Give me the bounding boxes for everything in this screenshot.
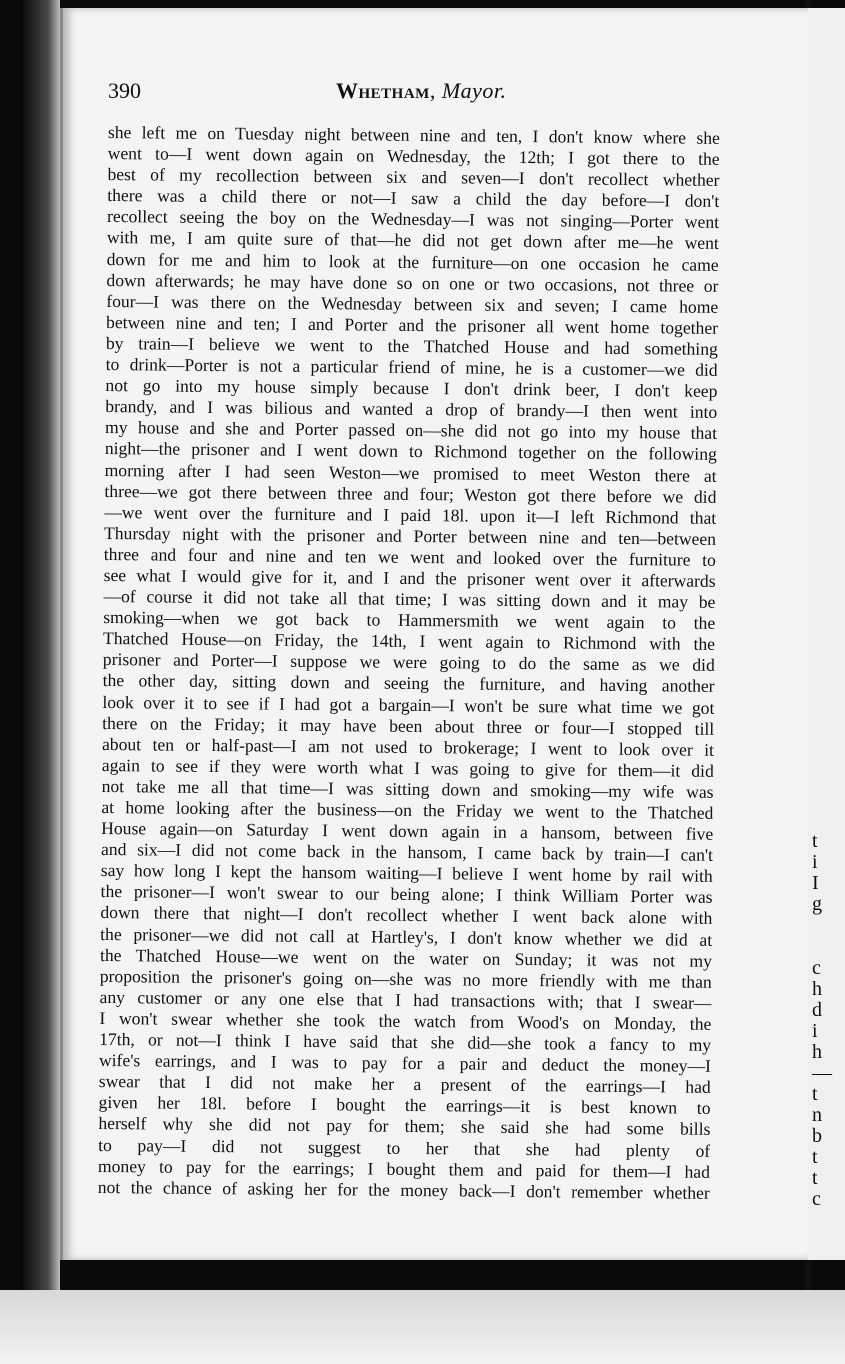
facing-page-fragment: g (812, 893, 822, 915)
text-line: at home looking after the business—on the Friday we went to the Thatched (101, 796, 714, 823)
text-line: look over it to see if I had got a bargain—I won't be sure what time we got (102, 691, 715, 718)
text-line: down for me and him to look at the furniture—on one occasion he came (106, 248, 719, 275)
page-number: 390 (108, 78, 141, 103)
facing-page-fragment: n (812, 1104, 822, 1126)
running-head-name: Whetham (336, 78, 430, 103)
text-line: House again—on Saturday I went down again in a hansom, between five (101, 818, 714, 844)
running-head-separator: , (429, 78, 442, 103)
background-surface (0, 1290, 845, 1364)
text-line: best of my recollection between six and seven—I don't recollect whether (107, 164, 720, 191)
book-binding (20, 0, 60, 1300)
facing-page-fragment: — (812, 1062, 832, 1084)
facing-page-edge (808, 8, 845, 1260)
text-line: given her 18l. before I bought the earrings—it is best known to (98, 1092, 711, 1119)
text-line: 17th, or not—I think I have said that she did—she took a fancy to my (99, 1028, 712, 1055)
text-line: down there that night—I don't recollect whether I went back alone with (100, 902, 713, 929)
text-line: my house and she and Porter passed on—she did not go into my house that (104, 417, 718, 444)
text-line: by train—I believe we went to the Thatched House and had something (105, 332, 718, 359)
text-line: Thatched House—on Friday, the 14th, I went again to Richmond with the (102, 628, 716, 655)
text-line: prisoner and Porter—I suppose we were going to do the same as we did (102, 649, 715, 676)
facing-page-fragment: t (812, 1083, 818, 1105)
text-line: the Thatched House—we went on the water on Sunday; it was not my (99, 944, 713, 971)
text-line: to pay—I did not suggest to her that she had plenty of (98, 1134, 711, 1161)
text-line: the prisoner—I won't swear to our being alone; I think William Porter was (100, 881, 713, 908)
text-line: money to pay for the earrings; I bought them and paid for them—I had (97, 1155, 711, 1182)
text-line: proposition the prisoner's going on—she was no more friendly with me than (99, 965, 712, 992)
facing-page-fragment: c (812, 1188, 821, 1210)
running-head (336, 78, 507, 104)
page-header (108, 78, 708, 108)
text-line: there on the Friday; it may have been about three or four—I stopped till (102, 712, 715, 739)
running-head-title: Mayor. (441, 78, 507, 103)
text-line: say how long I kept the hansom waiting—I believe I went home by rail with (100, 860, 713, 887)
text-line: three—we got there between three and four; Weston got there before we did (104, 480, 717, 507)
text-line: wife's earrings, and I was to pay for a pair and deduct the money—I (98, 1050, 712, 1076)
facing-page-fragment: i (812, 851, 818, 873)
text-line: not take me all that time—I was sitting down and smoking—my wife was (101, 775, 714, 802)
text-line: any customer or any one else that I had transactions with; that I swear— (99, 986, 712, 1013)
text-line: went to—I went down again on Wednesday, the 12th; I got there to the (107, 143, 720, 169)
facing-page-fragment: t (812, 1146, 818, 1168)
facing-page-fragment: t (812, 1167, 818, 1189)
text-line: Thursday night with the prisoner and Porter between nine and ten—between (103, 522, 717, 549)
facing-page-fragment: I (812, 872, 819, 894)
facing-page-fragment: b (812, 1125, 822, 1147)
text-line: between nine and ten; I and Porter and the prisoner all went home together (105, 311, 719, 338)
text-line: down afterwards; he may have done so on one or two occasions, not three or (106, 269, 719, 296)
text-line: not the chance of asking her for the money back—I don't remember whether (97, 1176, 710, 1203)
text-line: about ten or half-past—I am not used to brokerage; I went to look over it (101, 733, 715, 760)
text-line: there was a child there or not—I saw a child the day before—I don't (107, 185, 720, 212)
body-text (98, 122, 720, 1204)
text-line: see what I would give for it, and I and the prisoner went over it afterwards (103, 564, 716, 591)
text-line: I won't swear whether she took the watch from Wood's on Monday, the (99, 1007, 712, 1034)
text-line: not go into my house simply because I don't drink beer, I don't keep (105, 375, 718, 401)
facing-page-fragment: c (812, 957, 821, 979)
text-line: brandy, and I was bilious and wanted a drop of brandy—I then went into (105, 396, 718, 423)
facing-page-fragment: d (812, 999, 822, 1021)
text-line: three and four and nine and ten we went and looked over the furniture to (103, 543, 716, 570)
text-line: again to see if they were worth what I was going to give for them—it did (101, 754, 714, 781)
text-line: —we went over the furniture and I paid 18l. upon it—I left Richmond that (104, 501, 717, 528)
text-line: recollect seeing the boy on the Wednesday—I was not singing—Porter went (106, 206, 720, 233)
facing-page-fragment: i (812, 1020, 818, 1042)
facing-page-fragment: h (812, 978, 822, 1000)
text-line: the other day, sitting down and seeing the furniture, and having another (102, 670, 715, 697)
text-line: swear that I did not make her a present of the earrings—I had (98, 1071, 711, 1098)
text-line: smoking—when we got back to Hammersmith we went again to the (103, 607, 716, 634)
text-line: —of course it did not take all that time; I was sitting down and it may be (103, 586, 716, 612)
text-line: she left me on Tuesday night between nine and ten, I don't know where she (107, 122, 720, 148)
facing-page-fragment: t (812, 830, 818, 852)
facing-page-fragment: h (812, 1041, 822, 1063)
text-line: with me, I am quite sure of that—he did not get down after me—he went (106, 227, 719, 254)
text-line: morning after I had seen Weston—we promised to meet Weston there at (104, 459, 717, 486)
text-line: to drink—Porter is not a particular friend of mine, he is a customer—we did (105, 354, 718, 380)
text-line: the prisoner—we did not call at Hartley's, I don't know whether we did at (100, 923, 713, 950)
text-line: herself why she did not pay for them; she said she had some bills (98, 1113, 711, 1140)
text-line: and six—I did not come back in the hansom, I came back by train—I can't (100, 839, 714, 866)
text-line: four—I was there on the Wednesday between six and seven; I came home (106, 290, 719, 317)
text-line: night—the prisoner and I went down to Richmond together on the following (104, 438, 717, 465)
